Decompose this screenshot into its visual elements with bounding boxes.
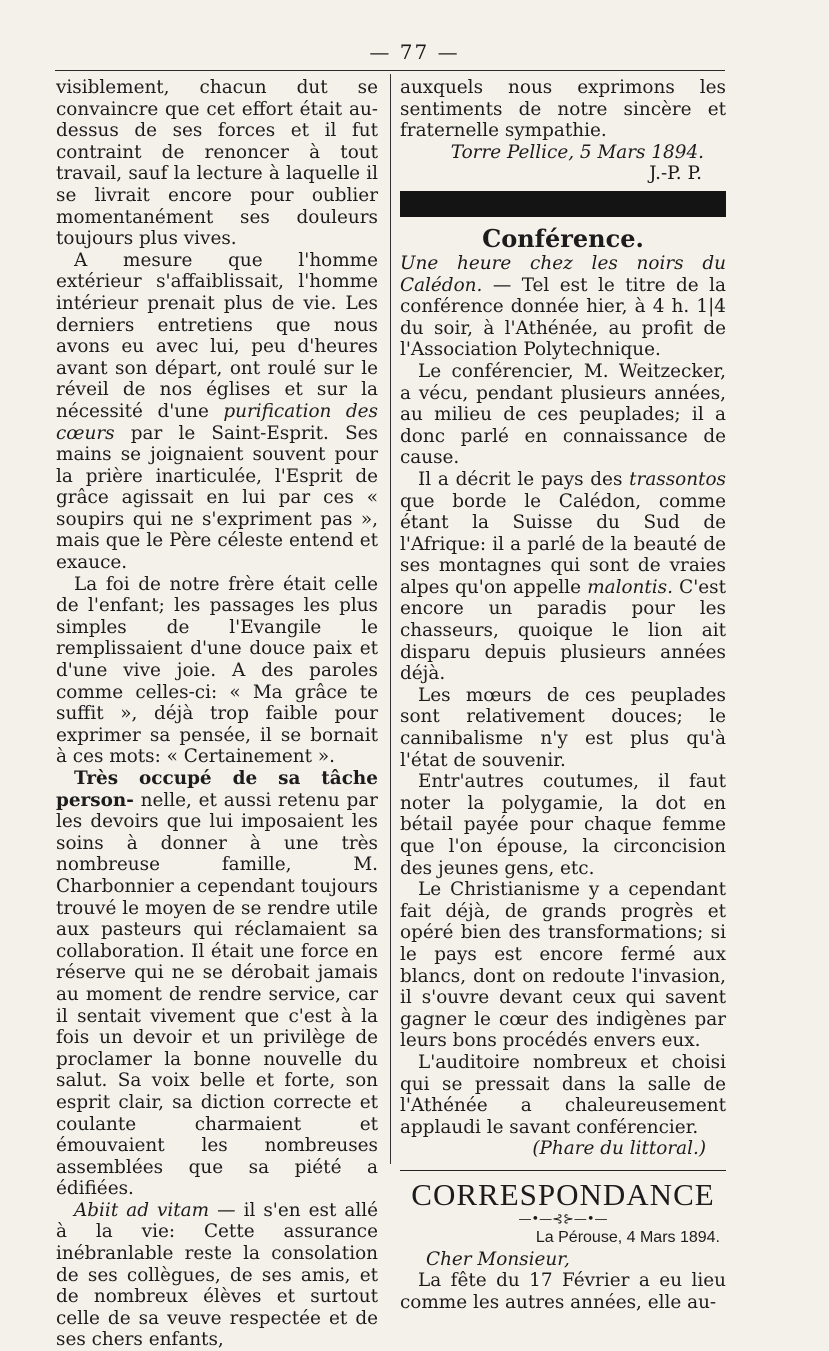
section-separator-band: [400, 191, 726, 217]
signature: J.-P. P.: [649, 163, 702, 185]
obituary-closing: auxquels nous exprimons les sentiments de notre sincère et fraternelle sympathie.: [400, 77, 726, 142]
emphasis-text: purification des cœurs: [56, 400, 378, 444]
emphasis-text: trassontos: [629, 468, 726, 490]
column-divider: [390, 74, 391, 1164]
place-date: [400, 142, 726, 164]
source-citation: [400, 1138, 726, 1160]
obituary-paragraph-4: [56, 768, 378, 1200]
obituary-text: nelle, et aussi retenu par les devoirs que lui imposaient les soins à donner à une très nombreuse famille, M. Charbonnier a cependant toujours trouvé le moyen de se rendre utile aux pasteurs qui réclamaient sa collaboration. Il était une force en réserve qui ne se dérobait jamais au moment de rendre service, car il sentait vivement que c'est à la fois un devoir et un privilège de proclamer la bonne nouvelle du salut. Sa voix belle et forte, son esprit clair, sa diction correcte et coulante charmaient et émouvaient les nombreuses assemblées que sa piété a édifiées.: [56, 789, 378, 1200]
conference-text: Il a décrit le pays des: [418, 468, 630, 490]
obituary-text: A mesure que l'homme extérieur s'affaiblissait, l'homme intérieur prenait plus de vie. Les derniers entretiens que nous avons eu avec lui, peu d'heures avant son départ, ont roulé sur le réveil de nos églises et sur la nécessité d'une: [56, 249, 378, 422]
place-date-text: Torre Pellice, 5 Mars 1894.: [450, 141, 704, 163]
ornament-divider: —•—⊰⊱—•—: [518, 1211, 608, 1227]
obituary-paragraph-5: [56, 1200, 378, 1351]
obituary-paragraph-1: visiblement, chacun dut se convaincre que cet effort était au-dessus de ses forces et il fut contraint de renoncer à tout travail, sauf la lecture à laquelle il se livrait encore pour oublier momentanément ses douleurs toujours plus vives.: [56, 77, 378, 250]
conference-paragraph-7: L'auditoire nombreux et choisi qui se pressait dans la salle de l'Athénée a chaleureusement applaudi le savant conférencier.: [400, 1051, 726, 1138]
conference-paragraph-3: [400, 469, 726, 685]
conference-text: — Tel est le titre de la conférence donnée hier, à 4 h. 1|4 du soir, à l'Athénée, au profit de l'Association Polytechnique.: [400, 274, 726, 361]
letter-date: La Pérouse, 4 Mars 1894.: [535, 1228, 720, 1246]
conference-paragraph-4: Les mœurs de ces peuplades sont relativement douces; le cannibalisme n'y est plus qu'à l'état de souvenir.: [400, 684, 726, 771]
bold-lead-text: Très occupé de sa tâche person-: [56, 768, 378, 811]
latin-phrase: Abiit ad vitam: [74, 1199, 210, 1221]
page-number: — 77 —: [369, 40, 460, 64]
letter-paragraph-1: La fête du 17 Février a eu lieu comme les autres années, elle au-: [400, 1270, 726, 1313]
conference-paragraph-1: [400, 253, 726, 361]
right-column: [400, 77, 726, 1313]
conference-heading: Conférence.: [482, 223, 644, 253]
correspondance-rule: [400, 1170, 726, 1171]
correspondance-heading: CORRESPONDANCE: [411, 1176, 715, 1212]
conference-text: C'est encore un paradis pour les chasseurs, quoique le lion ait disparu depuis plusieurs années déjà.: [400, 576, 726, 685]
conference-paragraph-5: Entr'autres coutumes, il faut noter la polygamie, la dot en bétail payée pour chaque femme que l'on épouse, la circoncision des jeunes gens, etc.: [400, 771, 726, 879]
emphasis-text: malontis.: [587, 576, 673, 598]
conference-paragraph-6: Le Christianisme y a cependant fait déjà, de grands progrès et opéré bien des transformations; si le pays est encore fermé aux blancs, dont on redoute l'invasion, il s'ouvre devant ceux qui savent gagner le cœur des indigènes par leurs bons procédés envers eux.: [400, 879, 726, 1052]
source-text: (Phare du littoral.): [532, 1138, 706, 1160]
obituary-text: — il s'en est allé à la vie: Cette assurance inébranlable reste la consolation de ses collègues, de ses amis, et de nombreux élèves et surtout celle de sa veuve respectée et de ses chers enfants,: [56, 1199, 378, 1351]
conference-text: que borde le Calédon, comme étant la Suisse du Sud de l'Afrique: il a parlé de la beauté de ses montagnes qui sont de vraies alpes qu'on appelle: [400, 490, 726, 598]
left-column: [56, 77, 378, 1351]
obituary-paragraph-2: [56, 250, 378, 574]
obituary-paragraph-3: La foi de notre frère était celle de l'enfant; les passages les plus simples de l'Evangile le remplissaient d'une douce paix et d'une vive joie. A des paroles comme celles-ci: « Ma grâce te suffit », déjà trop faible pour exprimer sa pensée, il se bornait à ces mots: « Certainement ».: [56, 573, 378, 768]
conference-paragraph-2: Le conférencier, M. Weitzecker, a vécu, pendant plusieurs années, au milieu de ces peuplades; il a donc parlé en connaissance de cause.: [400, 360, 726, 469]
obituary-text: par le Saint-Esprit. Ses mains se joignaient souvent pour la prière inarticulée, l'Esprit de grâce agissait en lui par ces « soupirs qui ne s'expriment pas », mais que le Père céleste entend et exauce.: [56, 422, 378, 574]
conference-subtitle: Une heure chez les noirs du Calédon.: [400, 252, 726, 296]
header-rule: [55, 70, 725, 71]
letter-salutation: Cher Monsieur,: [426, 1248, 570, 1270]
